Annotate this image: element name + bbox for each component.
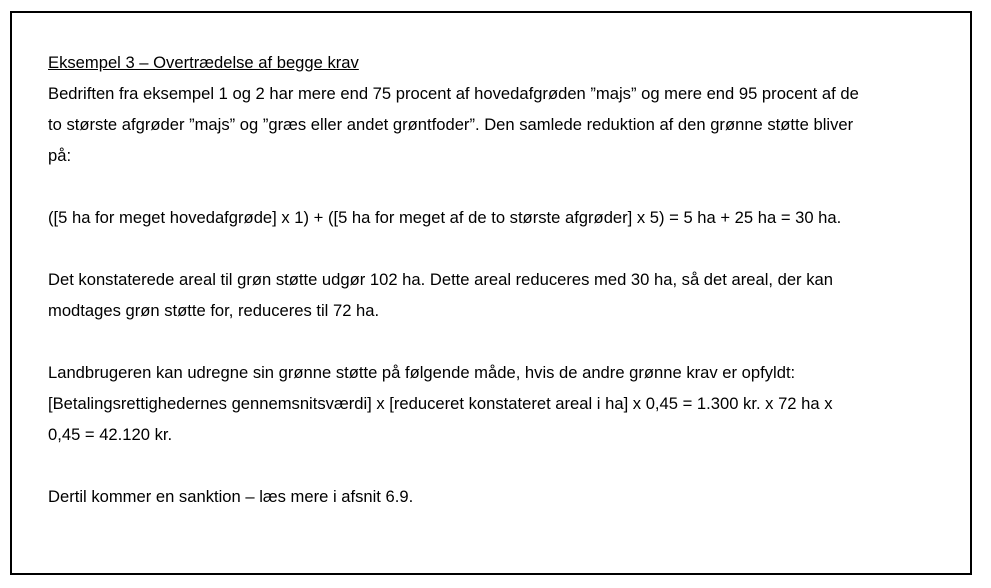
paragraph-calculation xyxy=(48,357,948,450)
example-box xyxy=(10,11,972,575)
paragraph-line: Det konstaterede areal til grøn støtte udgør 102 ha. Dette areal reduceres med 30 ha, så det areal, der kan xyxy=(48,270,833,289)
paragraph-line: to største afgrøder ”majs” og ”græs eller andet grøntfoder”. Den samlede reduktion af den grønne støtte bliver xyxy=(48,115,854,134)
example-heading: Eksempel 3 – Overtrædelse af begge krav xyxy=(48,53,359,72)
paragraph-line: på: xyxy=(48,146,72,165)
paragraph-line: Bedriften fra eksempel 1 og 2 har mere end 75 procent af hovedafgrøden ”majs” og mere end 95 procent af de xyxy=(48,84,859,103)
paragraph-line: Landbrugeren kan udregne sin grønne støtte på følgende måde, hvis de andre grønne krav er opfyldt: xyxy=(48,363,796,382)
sanction-note: Dertil kommer en sanktion – læs mere i afsnit 6.9. xyxy=(48,487,414,506)
spacer xyxy=(48,450,948,481)
spacer xyxy=(48,171,948,202)
spacer xyxy=(48,233,948,264)
example-content xyxy=(48,47,948,512)
paragraph-line: 0,45 = 42.120 kr. xyxy=(48,425,173,444)
paragraph-line: modtages grøn støtte for, reduceres til 72 ha. xyxy=(48,301,380,320)
paragraph-intro xyxy=(48,78,948,171)
reduction-formula: ([5 ha for meget hovedafgrøde] x 1) + ([5 ha for meget af de to største afgrøder] x 5) = 5 ha + 25 ha = 30 ha. xyxy=(48,208,842,227)
paragraph-line: [Betalingsrettighedernes gennemsnitsværdi] x [reduceret konstateret areal i ha] x 0,45 = 1.300 kr. x 72 ha x xyxy=(48,394,833,413)
spacer xyxy=(48,326,948,357)
paragraph-area xyxy=(48,264,948,326)
